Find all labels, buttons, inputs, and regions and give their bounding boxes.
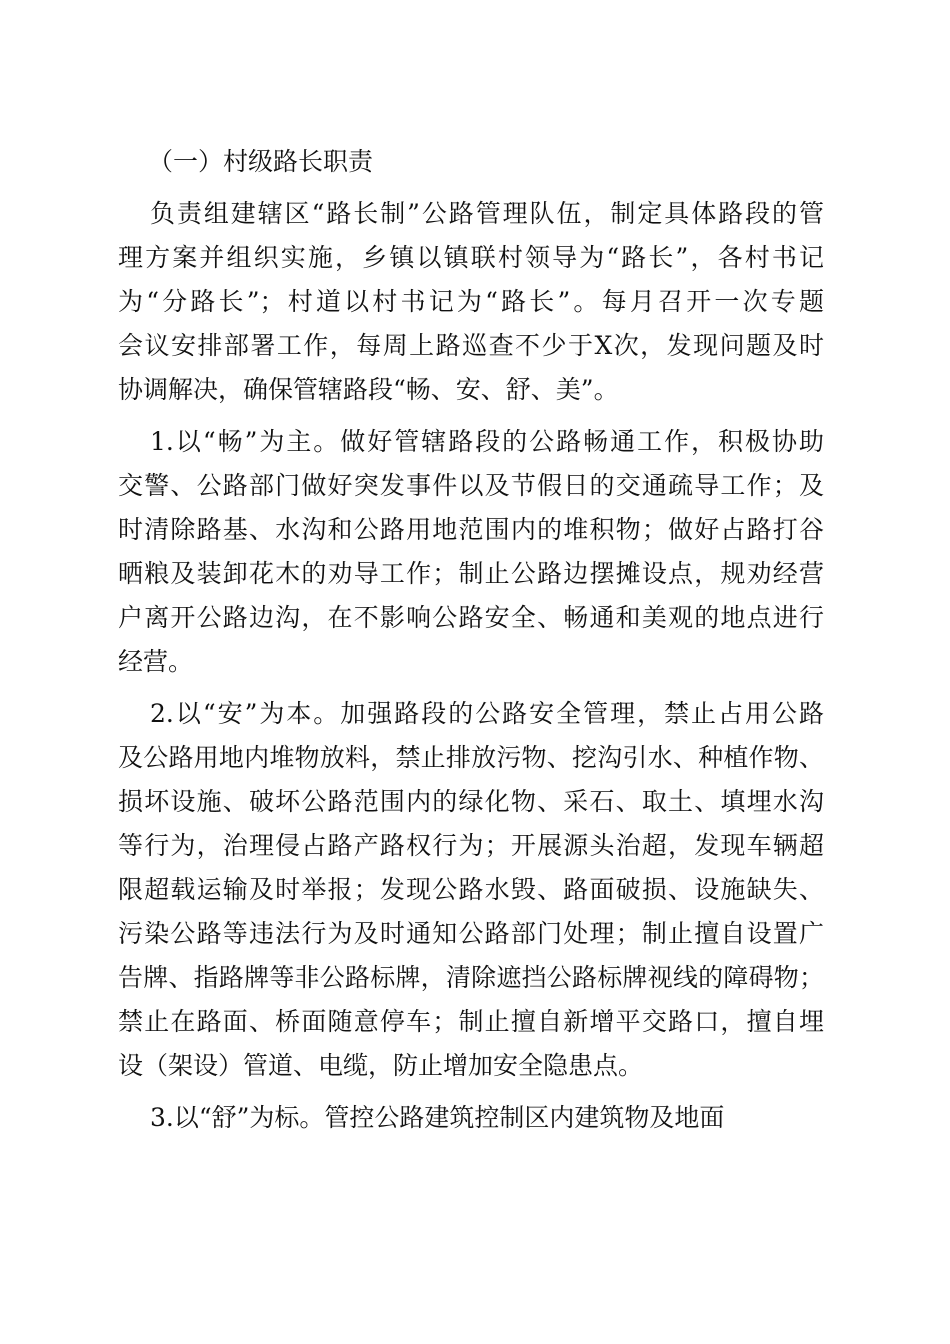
text-line: 晒粮及装卸花木的劝导工作；制止公路边摆摊设点，规劝经营: [118, 559, 824, 588]
text-line: 交警、公路部门做好突发事件以及节假日的交通疏导工作；及: [118, 471, 824, 500]
text-line: 负责组建辖区“路长制”公路管理队伍，制定具体路段的管: [150, 199, 824, 228]
section-heading: （一）村级路长职责: [148, 147, 374, 176]
text-line: 等行为，治理侵占路产路权行为；开展源头治超，发现车辆超: [118, 831, 824, 860]
text-line: 协调解决，确保管辖路段“畅、安、舒、美”。: [118, 375, 619, 404]
text-line: 污染公路等违法行为及时通知公路部门处理；制止擅自设置广: [118, 919, 824, 948]
text-line: 理方案并组织实施，乡镇以镇联村领导为“路长”，各村书记: [118, 243, 824, 272]
document-page: [118, 140, 824, 1140]
text-line: 损坏设施、破坏公路范围内的绿化物、采石、取土、填埋水沟: [118, 787, 824, 816]
text-line: 3.以“舒”为标。管控公路建筑控制区内建筑物及地面: [150, 1103, 725, 1132]
paragraph: [118, 420, 824, 684]
text-line: 设（架设）管道、电缆，防止增加安全隐患点。: [118, 1051, 644, 1080]
text-line: 及公路用地内堆物放料，禁止排放污物、挖沟引水、种植作物、: [118, 743, 824, 772]
text-line: 限超载运输及时举报；发现公路水毁、路面破损、设施缺失、: [118, 875, 824, 904]
paragraph: [118, 692, 824, 1088]
text-line: 户离开公路边沟，在不影响公路安全、畅通和美观的地点进行: [118, 603, 824, 632]
text-line: 告牌、指路牌等非公路标牌，清除遮挡公路标牌视线的障碍物；: [118, 963, 824, 992]
text-line: 为“分路长”；村道以村书记为“路长”。每月召开一次专题: [118, 287, 824, 316]
text-line: 经营。: [118, 647, 194, 676]
text-line: 1.以“畅”为主。做好管辖路段的公路畅通工作，积极协助: [150, 427, 824, 456]
text-line: 2.以“安”为本。加强路段的公路安全管理，禁止占用公路: [150, 699, 824, 728]
paragraph: [118, 192, 824, 412]
paragraph: [118, 1096, 824, 1140]
document-body: [118, 192, 824, 1140]
text-line: 会议安排部署工作，每周上路巡查不少于X次，发现问题及时: [118, 331, 824, 360]
text-line: 时清除路基、水沟和公路用地范围内的堆积物；做好占路打谷: [118, 515, 824, 544]
text-line: 禁止在路面、桥面随意停车；制止擅自新增平交路口，擅自埋: [118, 1007, 824, 1036]
